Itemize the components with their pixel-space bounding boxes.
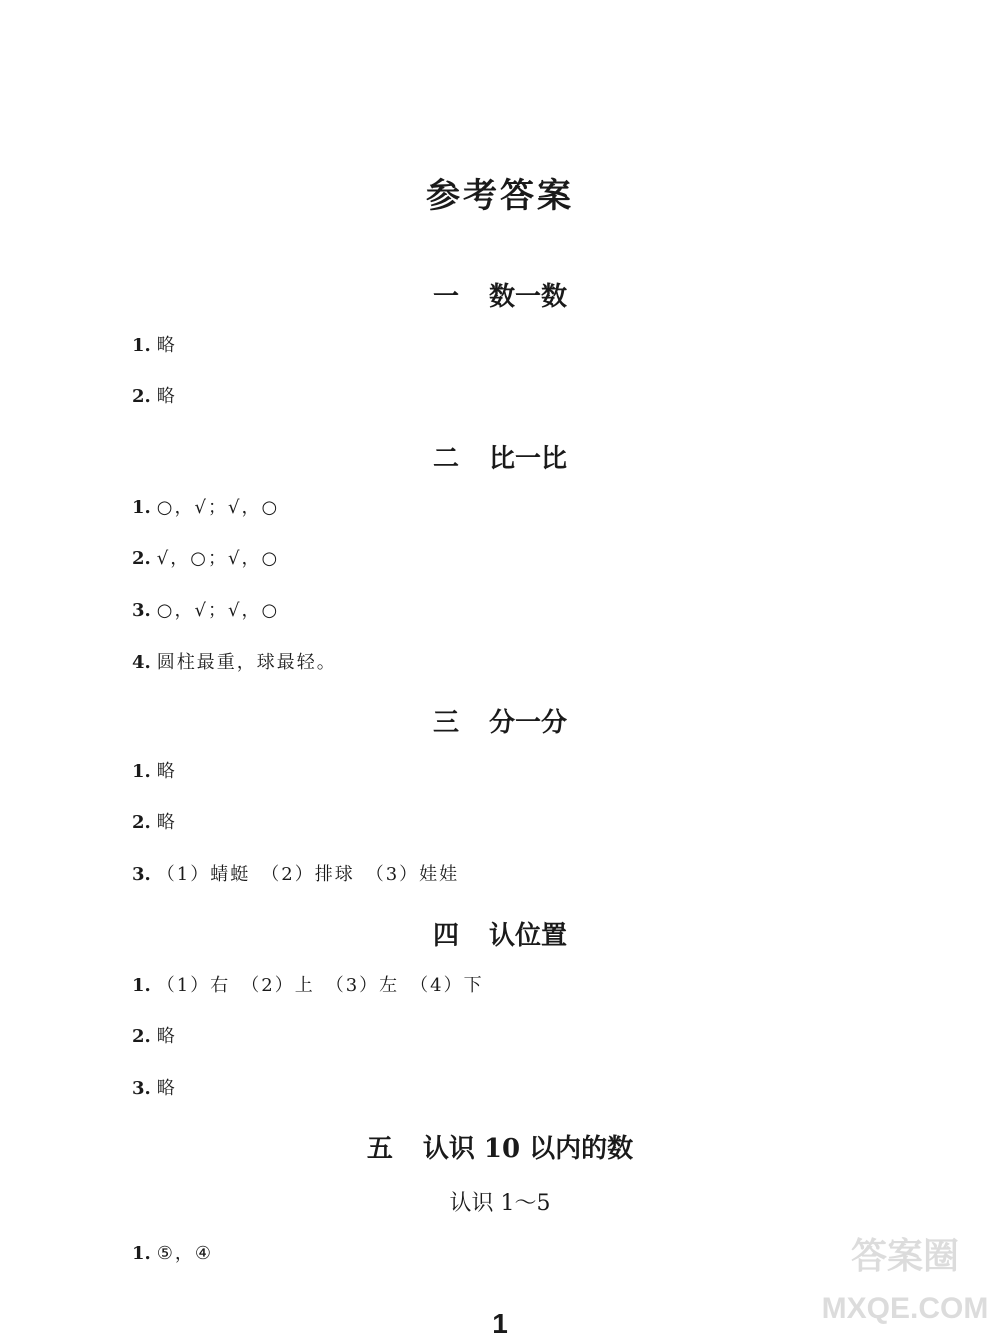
item-text: ○，√；√，○ — [156, 497, 280, 518]
section-number: 五 — [366, 1134, 393, 1164]
answer-item — [132, 547, 279, 571]
item-text: ⑤，④ — [156, 1243, 214, 1264]
section-name: 认识 10 以内的数 — [422, 1134, 634, 1164]
item-text: 略 — [156, 1026, 177, 1047]
answer-item — [132, 496, 279, 520]
section-number: 一 — [432, 282, 459, 312]
answer-item — [132, 1025, 177, 1049]
item-index: 2. — [132, 548, 151, 569]
watermark-bottom-text: MXQE.COM — [821, 1292, 989, 1325]
section-number: 三 — [432, 708, 459, 738]
answer-item — [132, 385, 177, 409]
answer-item — [132, 760, 177, 784]
page-number: 1 — [492, 1308, 508, 1339]
answer-item — [132, 1242, 213, 1266]
section-heading-2 — [0, 438, 1000, 475]
item-text: 圆柱最重，球最轻。 — [156, 652, 337, 673]
section-name: 认位置 — [489, 921, 568, 951]
section-number: 二 — [432, 444, 459, 474]
section-number: 四 — [432, 921, 459, 951]
item-text: 略 — [156, 761, 177, 782]
answer-item — [132, 599, 279, 623]
item-index: 1. — [132, 1243, 151, 1264]
answer-item — [132, 863, 459, 887]
item-text: 略 — [156, 1078, 177, 1099]
item-text: 略 — [156, 335, 177, 356]
watermark-logo — [815, 1226, 995, 1331]
section-heading-4 — [0, 915, 1000, 952]
section-heading-1 — [0, 276, 1000, 313]
item-text: 略 — [156, 812, 177, 833]
answer-item — [132, 334, 177, 358]
section-name: 分一分 — [489, 708, 568, 738]
subsection-heading: 认识 1～5 — [449, 1191, 551, 1216]
watermark-top-text: 答案圈 — [850, 1236, 960, 1277]
answer-item — [132, 651, 337, 675]
item-text: （1）蜻蜓 （2）排球 （3）娃娃 — [156, 864, 460, 885]
section-name: 比一比 — [489, 444, 568, 474]
item-index: 2. — [132, 386, 151, 407]
item-index: 2. — [132, 812, 151, 833]
item-index: 2. — [132, 1026, 151, 1047]
section-name: 数一数 — [489, 282, 568, 312]
page-title: 参考答案 — [426, 176, 574, 216]
section-heading-5 — [0, 1128, 1000, 1165]
item-index: 4. — [132, 652, 151, 673]
item-text: ○，√；√，○ — [156, 600, 280, 621]
item-index: 3. — [132, 1078, 151, 1099]
item-index: 1. — [132, 761, 151, 782]
item-text: （1）右 （2）上 （3）左 （4）下 — [156, 975, 484, 996]
answer-item — [132, 974, 484, 998]
item-text: √，○；√，○ — [156, 548, 280, 569]
item-index: 3. — [132, 864, 151, 885]
item-text: 略 — [156, 386, 177, 407]
answer-item — [132, 811, 177, 835]
watermark-graphic — [815, 1226, 995, 1331]
answer-item — [132, 1077, 177, 1101]
section-heading-3 — [0, 702, 1000, 739]
item-index: 3. — [132, 600, 151, 621]
item-index: 1. — [132, 335, 151, 356]
item-index: 1. — [132, 975, 151, 996]
item-index: 1. — [132, 497, 151, 518]
